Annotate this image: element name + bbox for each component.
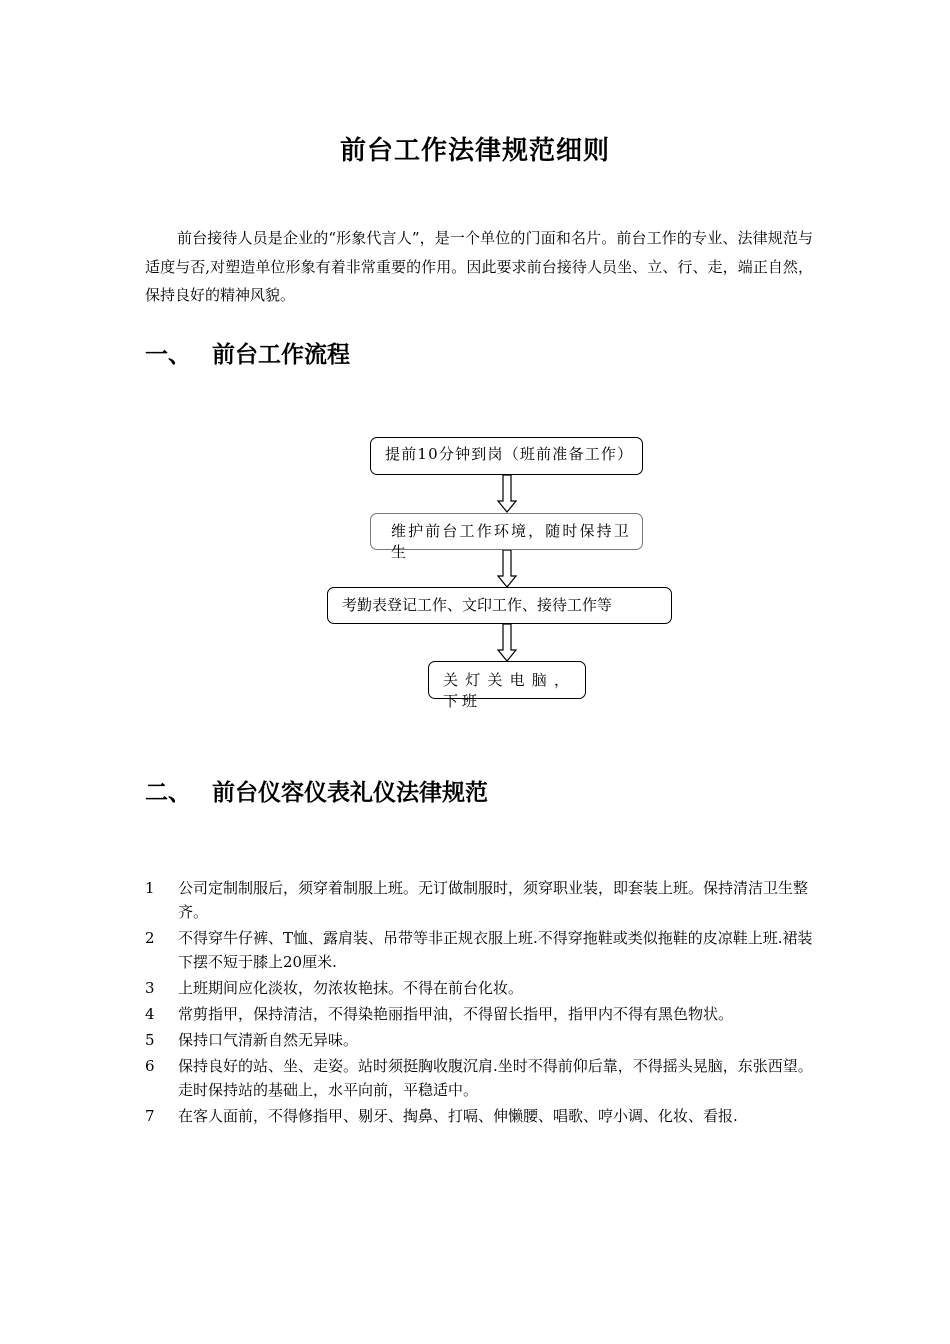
- list-text: 上班期间应化淡妆，勿浓妆艳抹。不得在前台化妆。: [178, 979, 524, 997]
- list-item: [145, 876, 820, 924]
- down-arrow-icon: [497, 550, 517, 588]
- flow-step-1: 提前10分钟到岗（班前准备工作）: [370, 437, 643, 475]
- down-arrow-icon: [497, 475, 517, 513]
- down-arrow-icon: [497, 624, 517, 662]
- section-heading-2: [145, 774, 488, 807]
- flow-step-4: 关灯关电脑，下班: [428, 661, 586, 699]
- list-text: 保持口气清新自然无异味。: [178, 1031, 359, 1049]
- list-text: 保持良好的站、坐、走姿。站时须挺胸收腹沉肩.坐时不得前仰后靠，不得摇头晃脑，东张西望。走时保持站的基础上，水平向前，平稳适中。: [178, 1057, 813, 1099]
- list-number: 1: [145, 879, 155, 897]
- list-number: 7: [145, 1107, 155, 1125]
- list-number: 5: [145, 1031, 155, 1049]
- list-text: 在客人面前，不得修指甲、剔牙、掏鼻、打嗝、伸懒腰、唱歌、哼小调、化妆、看报.: [178, 1107, 738, 1125]
- section-title: 前台工作流程: [212, 342, 350, 368]
- section-number: 二、: [145, 780, 191, 806]
- list-item: [145, 1054, 820, 1102]
- flow-step-2: 维护前台工作环境，随时保持卫生: [370, 513, 643, 550]
- list-text: 不得穿牛仔裤、T恤、露肩装、吊带等非正规衣服上班.不得穿拖鞋或类似拖鞋的皮凉鞋上班.裙装下摆不短于膝上20厘米.: [178, 929, 813, 971]
- list-item: [145, 1104, 820, 1128]
- list-number: 6: [145, 1057, 155, 1075]
- page-title: 前台工作法律规范细则: [339, 136, 610, 166]
- section-heading-1: [145, 336, 350, 369]
- flow-step-3: 考勤表登记工作、文印工作、接待工作等: [327, 587, 672, 624]
- list-number: 4: [145, 1005, 155, 1023]
- section-number: 一、: [145, 342, 191, 368]
- list-number: 3: [145, 979, 155, 997]
- list-text: 常剪指甲，保持清洁，不得染艳丽指甲油，不得留长指甲，指甲内不得有黑色物状。: [178, 1005, 734, 1023]
- list-item: [145, 1002, 820, 1026]
- list-item: [145, 1028, 820, 1052]
- list-item: [145, 976, 820, 1000]
- rules-list: [145, 876, 820, 1130]
- section-title: 前台仪容仪表礼仪法律规范: [212, 780, 488, 806]
- list-item: [145, 926, 820, 974]
- list-text: 公司定制制服后，须穿着制服上班。无订做制服时，须穿职业装，即套装上班。保持清洁卫生整齐。: [178, 879, 809, 921]
- intro-paragraph: 前台接待人员是企业的“形象代言人”，是一个单位的门面和名片。前台工作的专业、法律规范与适度与否,对塑造单位形象有着非常重要的作用。因此要求前台接待人员坐、立、行、走，端正自然，保持良好的精神风貌。: [145, 229, 813, 304]
- list-number: 2: [145, 929, 155, 947]
